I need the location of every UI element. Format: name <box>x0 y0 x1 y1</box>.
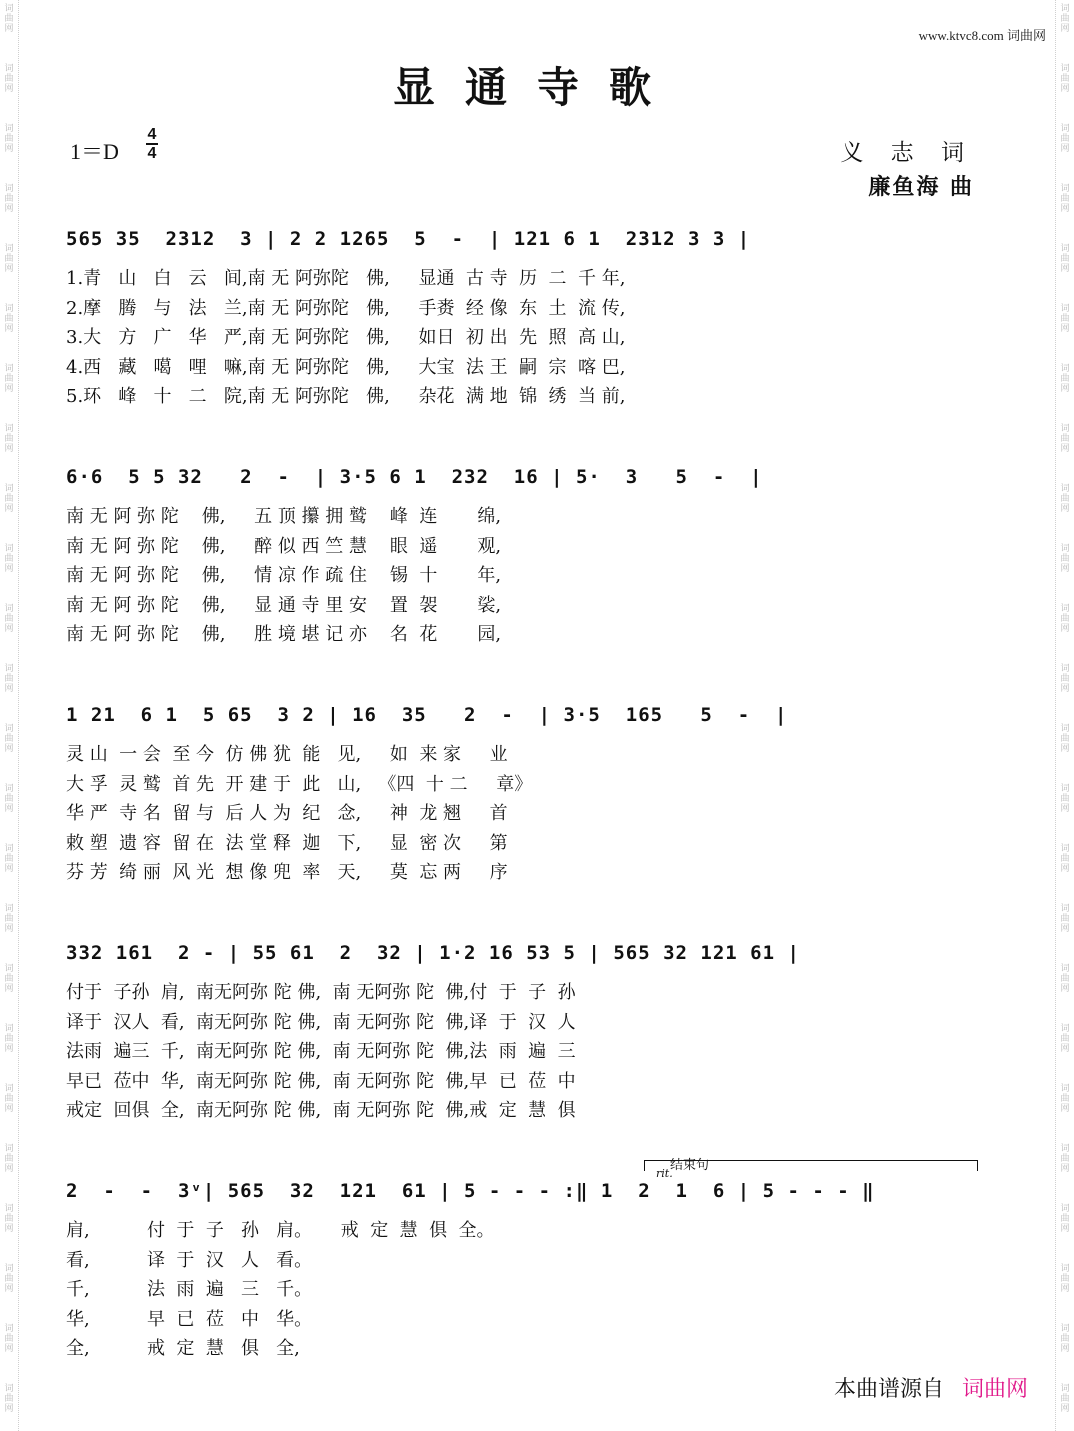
lyric-verse-4: 早已 莅中 华, 南无阿弥 陀 佛, 南 无阿弥 陀 佛,早 已 莅 中 <box>66 1070 576 1092</box>
watermark-group: 词 曲 网 <box>1060 1384 1070 1414</box>
score-system-5 <box>66 1158 982 1364</box>
lyricist-credit: 义 志 词 <box>840 140 974 166</box>
watermark-group: 词 曲 网 <box>1060 1264 1070 1294</box>
score-system-3 <box>66 700 982 888</box>
watermark-group: 词 曲 网 <box>4 1384 14 1414</box>
source-brand-link[interactable]: 词曲网 <box>961 1377 1028 1402</box>
lyric-verse-5: 5.环 峰 十 二 院,南 无 阿弥陀 佛, 杂花 满 地 锦 绣 当 前, <box>66 386 626 407</box>
lyric-verse-1: 付于 子孙 肩, 南无阿弥 陀 佛, 南 无阿弥 陀 佛,付 于 子 孙 <box>66 982 576 1003</box>
watermark-group: 词 曲 网 <box>4 1324 14 1354</box>
lyric-verse-5: 全, 戒 定 慧 俱 全, <box>66 1338 300 1359</box>
watermark-group: 词 曲 网 <box>1060 424 1070 454</box>
watermark-group: 词 曲 网 <box>4 1204 14 1234</box>
watermark-group: 词 曲 网 <box>1060 1144 1070 1174</box>
lyric-verse-1: 灵 山 一 会 至 今 仿 佛 犹 能 见, 如 来 家 业 <box>66 744 508 765</box>
watermark-group: 词 曲 网 <box>1060 964 1070 994</box>
lyric-verse-3: 千, 法 雨 遍 三 千。 <box>66 1279 313 1300</box>
watermark-group: 词 曲 网 <box>1060 544 1070 574</box>
score-system-4 <box>66 938 982 1126</box>
notation-text: 2 - - 3ᵛ| 565 32 121 61 | 5 - - - :‖ 1 2 1 6 | 5 - - - ‖ <box>66 1180 875 1202</box>
watermark-group: 词 曲 网 <box>4 304 14 334</box>
source-credit-text: 本曲谱源自 <box>833 1377 944 1402</box>
watermark-group: 词 曲 网 <box>4 1084 14 1114</box>
score-system-2 <box>66 462 982 650</box>
watermark-group: 词 曲 网 <box>4 544 14 574</box>
lyric-verse-2: 大 孚 灵 鹫 首 先 开 建 于 此 山, 《四 十 二 章》 <box>66 773 533 795</box>
notation-text: 1 21 6 1 5 65 3 2 | 16 35 2 - | 3·5 165 5 - | <box>66 704 788 726</box>
time-signature-bottom: 4 <box>147 145 157 162</box>
lyric-verse-2: 2.摩 腾 与 法 兰,南 无 阿弥陀 佛, 手赉 经 像 东 土 流 传, <box>66 297 626 319</box>
watermark-group: 词 曲 网 <box>1060 1084 1070 1114</box>
lyric-verse-4: 敕 塑 遗 容 留 在 法 堂 释 迦 下, 显 密 次 第 <box>66 832 508 854</box>
source-credit <box>834 1372 1028 1403</box>
key-signature: 1＝D <box>70 139 119 164</box>
watermark-group: 词 曲 网 <box>1060 1024 1070 1054</box>
lyric-verse-5: 南 无 阿 弥 陀 佛, 胜 境 堪 记 亦 名 花 园, <box>66 624 502 645</box>
watermark-group: 词 曲 网 <box>4 1024 14 1054</box>
notation-text: 332 161 2 - | 55 61 2 32 | 1·2 16 53 5 | 565 32 121 61 | <box>66 942 800 964</box>
notation-line <box>66 462 982 502</box>
watermark-group: 词 曲 网 <box>1060 484 1070 514</box>
watermark-group: 词 曲 网 <box>4 124 14 154</box>
notation-line <box>66 224 982 264</box>
watermark-group: 词 曲 网 <box>1060 364 1070 394</box>
notation-line <box>66 938 982 978</box>
watermark-group: 词 曲 网 <box>4 64 14 94</box>
ritardando-mark: rit. <box>656 1167 673 1180</box>
watermark-group: 词 曲 网 <box>1060 664 1070 694</box>
watermark-group: 词 曲 网 <box>4 724 14 754</box>
lyric-verse-5: 戒定 回俱 全, 南无阿弥 陀 佛, 南 无阿弥 陀 佛,戒 定 慧 俱 <box>66 1100 576 1121</box>
lyric-verse-4: 华, 早 已 莅 中 华。 <box>66 1308 313 1330</box>
lyric-verse-4: 4.西 藏 噶 哩 嘛,南 无 阿弥陀 佛, 大宝 法 王 嗣 宗 喀 巴, <box>66 356 626 378</box>
watermark-group: 词 曲 网 <box>4 844 14 874</box>
watermark-group: 词 曲 网 <box>1060 844 1070 874</box>
lyric-verse-1: 南 无 阿 弥 陀 佛, 五 顶 攥 拥 鹫 峰 连 绵, <box>66 506 502 527</box>
notation-line <box>66 700 982 740</box>
site-url: www.ktvc8.com 词曲网 <box>918 28 1046 43</box>
watermark-group: 词 曲 网 <box>1060 904 1070 934</box>
watermark-group: 词 曲 网 <box>1060 64 1070 94</box>
watermark-group: 词 曲 网 <box>1060 304 1070 334</box>
lyric-verse-3: 华 严 寺 名 留 与 后 人 为 纪 念, 神 龙 翘 首 <box>66 803 508 824</box>
left-watermark-strip <box>0 0 19 1431</box>
watermark-group: 词 曲 网 <box>1060 244 1070 274</box>
lyric-verse-2: 看, 译 于 汉 人 看。 <box>66 1249 313 1271</box>
song-title: 显通寺歌 <box>392 63 681 112</box>
time-signature-top: 4 <box>147 126 157 143</box>
lyric-verse-2: 译于 汉人 看, 南无阿弥 陀 佛, 南 无阿弥 陀 佛,译 于 汉 人 <box>66 1011 576 1033</box>
notation-text: 565 35 2312 3 | 2 2 1265 5 - | 121 6 1 2312 3 3 | <box>66 228 751 250</box>
watermark-group: 词 曲 网 <box>1060 604 1070 634</box>
watermark-group: 词 曲 网 <box>1060 724 1070 754</box>
watermark-group: 词 曲 网 <box>1060 4 1070 34</box>
watermark-group: 词 曲 网 <box>4 904 14 934</box>
watermark-group: 词 曲 网 <box>1060 124 1070 154</box>
watermark-group: 词 曲 网 <box>4 424 14 454</box>
composer-credit: 廉鱼海 曲 <box>868 174 974 200</box>
watermark-group: 词 曲 网 <box>1060 184 1070 214</box>
lyric-verse-3: 3.大 方 广 华 严,南 无 阿弥陀 佛, 如日 初 出 先 照 高 山, <box>66 327 626 348</box>
watermark-group: 词 曲 网 <box>4 484 14 514</box>
right-watermark-strip <box>1055 0 1074 1431</box>
lyric-verse-2: 南 无 阿 弥 陀 佛, 醉 似 西 竺 慧 眼 遥 观, <box>66 535 502 557</box>
watermark-group: 词 曲 网 <box>4 664 14 694</box>
watermark-group: 词 曲 网 <box>1060 1204 1070 1234</box>
watermark-group: 词 曲 网 <box>1060 784 1070 814</box>
watermark-group: 词 曲 网 <box>4 4 14 34</box>
notation-line <box>66 1176 982 1216</box>
watermark-group: 词 曲 网 <box>4 1264 14 1294</box>
lyric-verse-3: 法雨 遍三 千, 南无阿弥 陀 佛, 南 无阿弥 陀 佛,法 雨 遍 三 <box>66 1041 576 1062</box>
watermark-group: 词 曲 网 <box>4 784 14 814</box>
lyric-verse-3: 南 无 阿 弥 陀 佛, 情 凉 作 疏 住 锡 十 年, <box>66 565 502 586</box>
ending-bracket <box>644 1160 978 1171</box>
watermark-group: 词 曲 网 <box>4 604 14 634</box>
watermark-group: 词 曲 网 <box>4 184 14 214</box>
time-signature <box>146 126 158 162</box>
watermark-group: 词 曲 网 <box>4 244 14 274</box>
lyric-verse-1: 1.青 山 白 云 间,南 无 阿弥陀 佛, 显通 古 寺 历 二 千 年, <box>66 268 626 289</box>
lyric-verse-4: 南 无 阿 弥 陀 佛, 显 通 寺 里 安 置 袈 裟, <box>66 594 502 616</box>
score-system-1 <box>66 224 982 412</box>
notation-text: 6·6 5 5 32 2 - | 3·5 6 1 232 16 | 5· 3 5 - | <box>66 466 763 488</box>
watermark-group: 词 曲 网 <box>4 964 14 994</box>
watermark-group: 词 曲 网 <box>4 1144 14 1174</box>
lyric-verse-1: 肩, 付 于 子 孙 肩。 戒 定 慧 俱 全。 <box>66 1220 495 1241</box>
watermark-group: 词 曲 网 <box>4 364 14 394</box>
lyric-verse-5: 芬 芳 绮 丽 风 光 想 像 兜 率 天, 莫 忘 两 序 <box>66 862 508 883</box>
ending-label: 结束句 <box>670 1158 710 1173</box>
watermark-group: 词 曲 网 <box>1060 1324 1070 1354</box>
